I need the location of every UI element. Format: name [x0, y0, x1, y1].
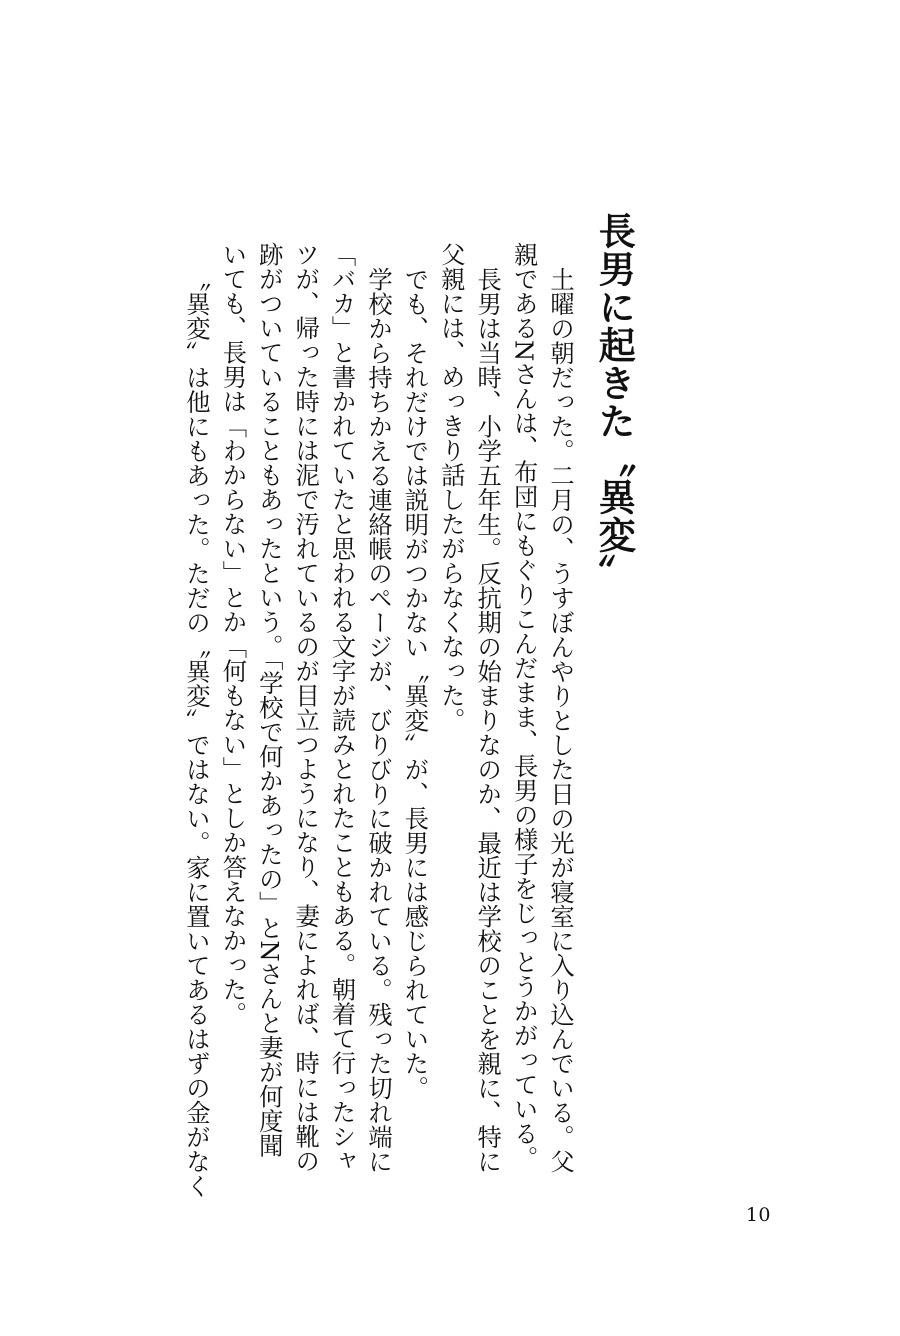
- body-text: [178, 242, 578, 1198]
- chapter-heading: 長男に起きた〝異変〟: [592, 212, 636, 592]
- body-line: 父親には、めっきり話したがらなくなった。: [436, 242, 466, 732]
- body-line: 跡がついていることもあったという。「学校で何かあったの」とNさんと妻が何度聞: [254, 242, 284, 1158]
- body-line: 長男は当時、小学五年生。反抗期の始まりなのか、最近は学校のことを親に、特に: [473, 267, 503, 1174]
- body-line: ツが、帰った時には泥で汚れているのが目立つようになり、妻によれば、時には靴の: [291, 242, 321, 1173]
- body-line: 親であるNさんは、布団にもぐりこんだまま、長男の様子をじっとうかがっている。: [509, 242, 539, 1170]
- body-line: でも、それだけでは説明がつかない〝異変〟が、長男には感じられていた。: [400, 267, 430, 1100]
- body-line: 学校から持ちかえる連絡帳のページが、びりびりに破かれている。残った切れ端に: [363, 267, 393, 1174]
- body-line: いても、長男は「わからない」とか「何もない」としか答えなかった。: [218, 242, 248, 1026]
- page-number: 10: [745, 1204, 771, 1226]
- body-line: 〝異変〟は他にもあった。ただの〝異変〟ではない。家に置いてあるはずの金がなく: [181, 267, 211, 1198]
- body-line: 「バカ」と書かれていたと思われる文字が読みとれたこともある。朝着て行ったシャ: [327, 242, 357, 1173]
- body-line: 土曜の朝だった。二月の、うすぼんやりとした日の光が寝室に入り込んでいる。父: [546, 267, 575, 1174]
